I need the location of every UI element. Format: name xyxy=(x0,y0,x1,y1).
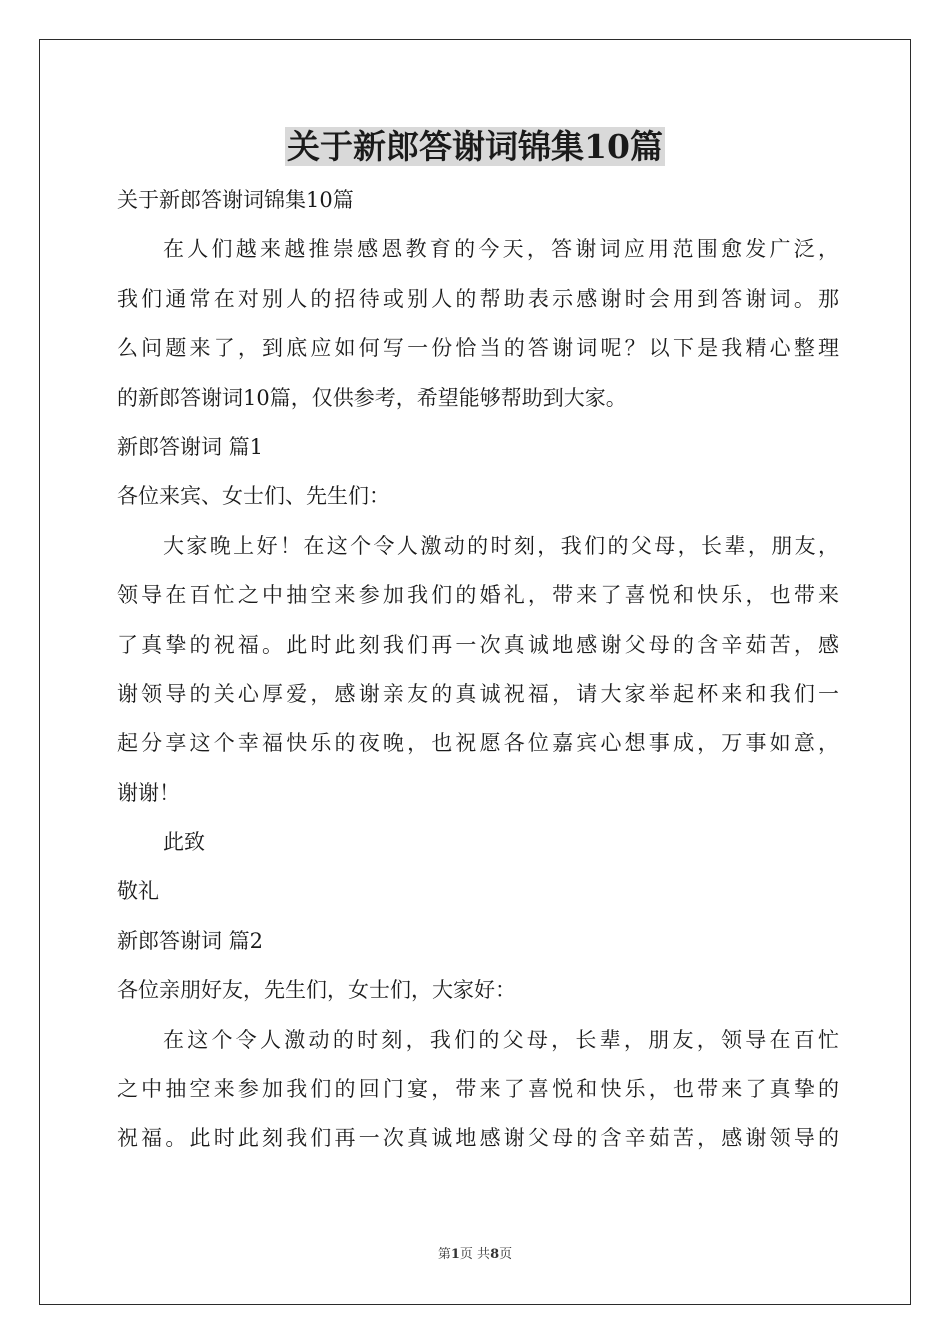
footer-current-page: 1 xyxy=(450,1247,460,1262)
text-line: 谢谢！ xyxy=(117,780,180,805)
text-line: 在人们越来越推崇感恩教育的今天，答谢词应用范围愈发广泛， xyxy=(163,237,839,262)
text-line: 了真挚的祝福。此时此刻我们再一次真诚地感谢父母的含辛茹苦，感 xyxy=(117,632,839,657)
text-line: 谢领导的关心厚爱，感谢亲友的真诚祝福，请大家举起杯来和我们一 xyxy=(117,681,839,706)
text-line: 么问题来了，到底应如何写一份恰当的答谢词呢？以下是我精心整理 xyxy=(117,336,839,361)
page-footer xyxy=(0,1243,950,1262)
footer-total-pages: 8 xyxy=(490,1247,500,1262)
footer-mid: 页 共 xyxy=(459,1247,491,1262)
text-line: 之中抽空来参加我们的回门宴，带来了喜悦和快乐，也带来了真挚的 xyxy=(117,1077,839,1102)
text-line: 我们通常在对别人的招待或别人的帮助表示感谢时会用到答谢词。那 xyxy=(117,286,839,311)
text-line: 起分享这个幸福快乐的夜晚，也祝愿各位嘉宾心想事成，万事如意， xyxy=(117,731,839,756)
text-line: 新郎答谢词 篇1 xyxy=(117,434,264,459)
text-line: 在这个令人激动的时刻，我们的父母，长辈，朋友，领导在百忙 xyxy=(163,1027,839,1052)
text-line: 新郎答谢词 篇2 xyxy=(117,928,264,953)
text-line: 各位亲朋好友，先生们，女士们，大家好： xyxy=(117,978,516,1003)
footer-suffix: 页 xyxy=(499,1247,513,1262)
text-line: 敬礼 xyxy=(117,879,159,904)
text-line: 的新郎答谢词10篇，仅供参考，希望能够帮助到大家。 xyxy=(117,385,627,410)
text-line: 关于新郎答谢词锦集10篇 xyxy=(117,188,354,212)
document-title-text: 关于新郎答谢词锦集10篇 xyxy=(287,127,663,166)
text-line: 领导在百忙之中抽空来参加我们的婚礼，带来了喜悦和快乐，也带来 xyxy=(117,583,839,608)
text-line: 祝福。此时此刻我们再一次真诚地感谢父母的含辛茹苦，感谢领导的 xyxy=(117,1126,839,1151)
text-line: 大家晚上好！在这个令人激动的时刻，我们的父母，长辈，朋友， xyxy=(163,533,839,558)
text-line: 此致 xyxy=(163,830,205,855)
footer-prefix: 第 xyxy=(437,1247,451,1262)
text-line: 各位来宾、女士们、先生们： xyxy=(117,484,390,509)
document-body xyxy=(117,176,839,1164)
document-title xyxy=(0,123,950,171)
